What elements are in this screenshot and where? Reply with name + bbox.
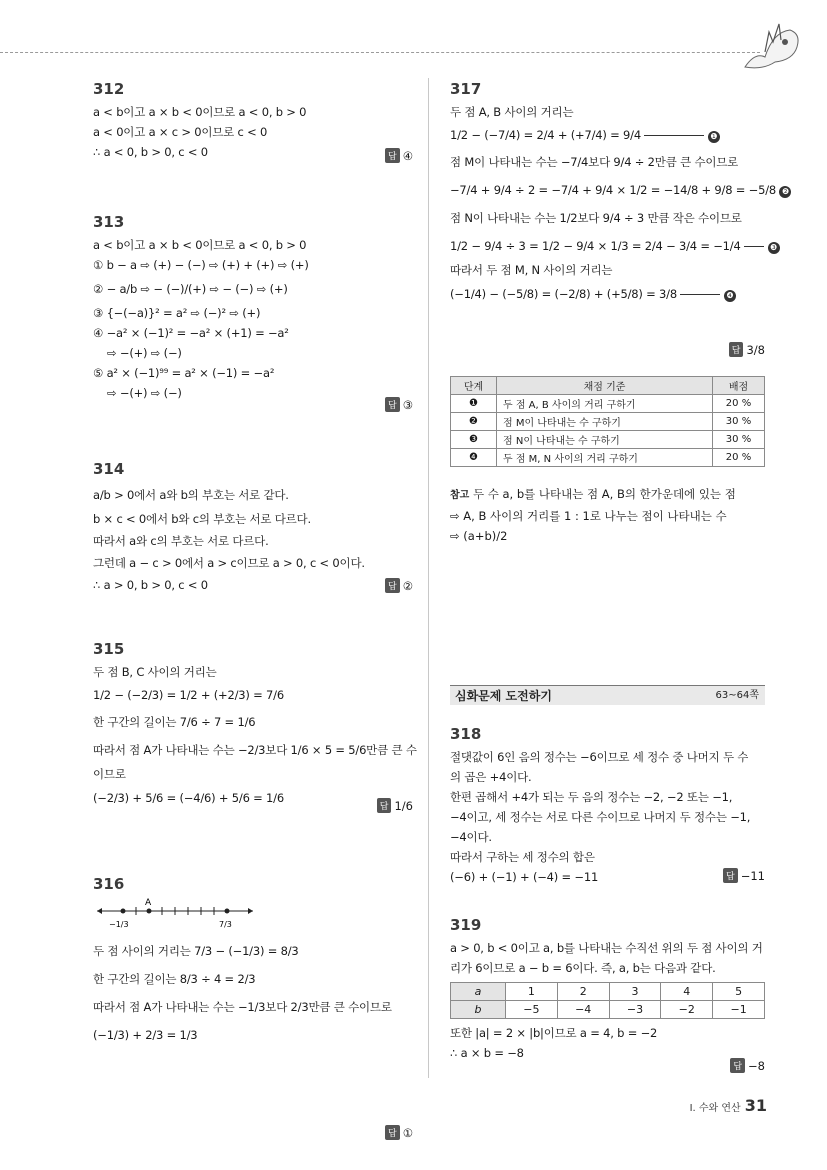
solution-line: a/b > 0에서 a와 b의 부호는 서로 같다. bbox=[93, 488, 289, 502]
problem-317 bbox=[450, 80, 789, 543]
mascot-illustration-icon bbox=[735, 12, 805, 74]
answer-tag: 답 bbox=[729, 342, 744, 357]
solution-line: (−1/3) + 2/3 = 1/3 bbox=[93, 1028, 198, 1042]
chapter-label: I. 수와 연산 bbox=[689, 1103, 741, 1114]
table-cell: ❹ bbox=[451, 449, 497, 467]
problem-316 bbox=[93, 875, 413, 1140]
solution-line bbox=[450, 176, 789, 204]
solution-line: (−6) + (−1) + (−4) = −11 bbox=[450, 870, 599, 884]
solution-line: ⇨ −(+) ⇨ (−) bbox=[107, 386, 182, 400]
solution-line: −4이고, 세 정수는 서로 다른 수이므로 나머지 두 정수는 −1, bbox=[450, 810, 751, 824]
solution-line: 그런데 a − c > 0에서 a > c이므로 a > 0, c < 0이다. bbox=[93, 556, 365, 570]
step-marker: ❸ bbox=[768, 242, 780, 254]
solution-text: −7/4 + 9/4 ÷ 2 = −7/4 + 9/4 × 1/2 = −14/8 + 9/8 = −5/8 bbox=[450, 183, 777, 197]
answer-312 bbox=[385, 148, 413, 163]
note-block bbox=[450, 484, 765, 546]
table-cell: 점 M이 나타내는 수 구하기 bbox=[497, 413, 713, 431]
table-cell: −1 bbox=[713, 1001, 765, 1019]
solution-line: 한 구간의 길이는 7/6 ÷ 7 = 1/6 bbox=[93, 715, 256, 729]
table-header: 채점 기준 bbox=[497, 377, 713, 395]
solution-line: b × c < 0에서 b와 c의 부호는 서로 다르다. bbox=[93, 512, 311, 526]
section-header bbox=[450, 685, 765, 705]
step-marker: ❷ bbox=[779, 186, 791, 198]
table-row bbox=[451, 449, 765, 467]
solution-line: a < b이고 a × b < 0이므로 a < 0, b > 0 bbox=[93, 105, 307, 119]
table-cell: 30 % bbox=[713, 413, 765, 431]
solution-line: 점 N이 나타내는 수는 1/2보다 9/4 ÷ 3 만큼 작은 수이므로 bbox=[450, 211, 742, 225]
problem-number: 312 bbox=[93, 80, 125, 98]
answer-tag: 답 bbox=[723, 868, 738, 883]
table-cell: −3 bbox=[609, 1001, 661, 1019]
solution-line: 이므로 bbox=[93, 767, 126, 781]
solution-line: ⇨ −(+) ⇨ (−) bbox=[107, 346, 182, 360]
answer-value: 3/8 bbox=[746, 343, 765, 357]
problem-number: 314 bbox=[93, 460, 125, 478]
table-cell: 1 bbox=[506, 983, 558, 1001]
table-cell: 점 N이 나타내는 수 구하기 bbox=[497, 431, 713, 449]
problem-313 bbox=[93, 213, 413, 412]
step-marker: ❶ bbox=[708, 131, 720, 143]
left-endpoint-label: −1/3 bbox=[109, 920, 129, 929]
table-row bbox=[451, 395, 765, 413]
answer-314 bbox=[385, 578, 413, 593]
table-cell: −5 bbox=[506, 1001, 558, 1019]
answer-value: ④ bbox=[402, 149, 413, 163]
answer-318 bbox=[723, 868, 765, 883]
solution-line: 한편 곱해서 +4가 되는 두 음의 정수는 −2, −2 또는 −1, bbox=[450, 790, 733, 804]
note-label: 참고 bbox=[450, 490, 470, 501]
problem-number: 318 bbox=[450, 725, 482, 743]
problem-number: 316 bbox=[93, 875, 125, 893]
table-header: 배점 bbox=[713, 377, 765, 395]
section-title: 심화문제 도전하기 bbox=[455, 689, 552, 703]
top-dashed-rule bbox=[0, 52, 760, 53]
table-cell: 20 % bbox=[713, 395, 765, 413]
note-text: 두 수 a, b를 나타내는 점 A, B의 한가운데에 있는 점 bbox=[472, 487, 736, 501]
solution-line: ② − a/b ⇨ − (−)/(+) ⇨ − (−) ⇨ (+) bbox=[93, 282, 288, 296]
solution-line: 따라서 a와 c의 부호는 서로 다르다. bbox=[93, 534, 269, 548]
solution-line: 의 곱은 +4이다. bbox=[450, 770, 532, 784]
solution-line: a < b이고 a × b < 0이므로 a < 0, b > 0 bbox=[93, 238, 307, 252]
solution-line: a > 0, b < 0이고 a, b를 나타내는 수직선 위의 두 점 사이의 거 bbox=[450, 941, 763, 955]
table-cell: ❶ bbox=[451, 395, 497, 413]
solution-line: a < 0이고 a × c > 0이므로 c < 0 bbox=[93, 125, 268, 139]
solution-line: 따라서 두 점 M, N 사이의 거리는 bbox=[450, 263, 613, 277]
page-footer bbox=[690, 1096, 767, 1115]
step-marker: ❹ bbox=[724, 290, 736, 302]
solution-line: ④ −a² × (−1)² = −a² × (+1) = −a² bbox=[93, 326, 289, 340]
answer-tag: 답 bbox=[385, 397, 400, 412]
answer-value: −11 bbox=[740, 869, 765, 883]
solution-line: ① b − a ⇨ (+) − (−) ⇨ (+) + (+) ⇨ (+) bbox=[93, 258, 309, 272]
section-pages: 63~64쪽 bbox=[715, 690, 759, 701]
note-line bbox=[450, 484, 765, 506]
solution-line: 1/2 − (−2/3) = 1/2 + (+2/3) = 7/6 bbox=[93, 688, 284, 702]
table-cell: −4 bbox=[557, 1001, 609, 1019]
answer-tag: 답 bbox=[385, 148, 400, 163]
table-cell: 20 % bbox=[713, 449, 765, 467]
answer-value: ③ bbox=[402, 398, 413, 412]
table-cell: b bbox=[451, 1001, 506, 1019]
note-line: ⇨ (a+b)/2 bbox=[450, 529, 508, 543]
scoring-table bbox=[450, 376, 765, 467]
table-cell: ❷ bbox=[451, 413, 497, 431]
table-row bbox=[451, 1001, 765, 1019]
solution-line bbox=[450, 280, 765, 308]
page-number: 31 bbox=[744, 1096, 767, 1115]
problem-312 bbox=[93, 80, 413, 162]
solution-line: 따라서 점 A가 나타내는 수는 −2/3보다 1/6 × 5 = 5/6만큼 큰 수 bbox=[93, 743, 417, 757]
solution-line: 절댓값이 6인 음의 정수는 −6이므로 세 정수 중 나머지 두 수 bbox=[450, 750, 749, 764]
column-divider bbox=[428, 78, 429, 1078]
problem-number: 319 bbox=[450, 916, 482, 934]
answer-value: ① bbox=[402, 1126, 413, 1140]
solution-line: ∴ a > 0, b > 0, c < 0 bbox=[93, 578, 208, 592]
problem-314 bbox=[93, 460, 413, 596]
problem-number: 317 bbox=[450, 80, 482, 98]
solution-line: ∴ a < 0, b > 0, c < 0 bbox=[93, 145, 208, 159]
table-row bbox=[451, 413, 765, 431]
table-cell: ❸ bbox=[451, 431, 497, 449]
answer-value: ② bbox=[402, 579, 413, 593]
solution-text: (−1/4) − (−5/8) = (−2/8) + (+5/8) = 3/8 bbox=[450, 287, 677, 301]
solution-line: ∴ a × b = −8 bbox=[450, 1046, 524, 1060]
table-cell: 5 bbox=[713, 983, 765, 1001]
table-cell: a bbox=[451, 983, 506, 1001]
right-endpoint-label: 7/3 bbox=[219, 920, 232, 929]
problem-318 bbox=[450, 725, 765, 887]
solution-line: 따라서 구하는 세 정수의 합은 bbox=[450, 850, 595, 864]
problem-315 bbox=[93, 640, 417, 813]
solution-text: 1/2 − (−7/4) = 2/4 + (+7/4) = 9/4 bbox=[450, 128, 641, 142]
table-cell: 3 bbox=[609, 983, 661, 1001]
problem-319 bbox=[450, 916, 765, 1073]
solution-line: 한 구간의 길이는 8/3 ÷ 4 = 2/3 bbox=[93, 972, 256, 986]
table-row bbox=[451, 431, 765, 449]
answer-315 bbox=[377, 798, 413, 813]
solution-line: 두 점 A, B 사이의 거리는 bbox=[450, 105, 574, 119]
point-a-label: A bbox=[145, 898, 152, 908]
answer-tag: 답 bbox=[377, 798, 392, 813]
solution-line: 따라서 점 A가 나타내는 수는 −1/3보다 2/3만큼 큰 수이므로 bbox=[93, 1000, 392, 1014]
solution-line: −4이다. bbox=[450, 830, 492, 844]
solution-line: (−2/3) + 5/6 = (−4/6) + 5/6 = 1/6 bbox=[93, 791, 284, 805]
solution-line bbox=[450, 122, 765, 148]
solution-line bbox=[450, 232, 778, 260]
solution-line: 또한 |a| = 2 × |b|이므로 a = 4, b = −2 bbox=[450, 1026, 658, 1040]
answer-tag: 답 bbox=[730, 1058, 745, 1073]
number-line-diagram bbox=[93, 897, 258, 937]
answer-tag: 답 bbox=[385, 1125, 400, 1140]
answer-316 bbox=[385, 1125, 413, 1140]
answer-319 bbox=[730, 1058, 765, 1073]
solution-line: 두 점 B, C 사이의 거리는 bbox=[93, 665, 217, 679]
note-line: ⇨ A, B 사이의 거리를 1 : 1로 나누는 점이 나타내는 수 bbox=[450, 509, 727, 523]
solution-line: ③ {−(−a)}² = a² ⇨ (−)² ⇨ (+) bbox=[93, 306, 261, 320]
solution-line: ⑤ a² × (−1)⁹⁹ = a² × (−1) = −a² bbox=[93, 366, 275, 380]
table-cell: 두 점 M, N 사이의 거리 구하기 bbox=[497, 449, 713, 467]
values-table bbox=[450, 982, 765, 1019]
table-cell: 30 % bbox=[713, 431, 765, 449]
answer-313 bbox=[385, 397, 413, 412]
answer-317 bbox=[729, 342, 765, 357]
table-cell: 두 점 A, B 사이의 거리 구하기 bbox=[497, 395, 713, 413]
table-header: 단계 bbox=[451, 377, 497, 395]
answer-value: 1/6 bbox=[394, 799, 413, 813]
solution-text: 1/2 − 9/4 ÷ 3 = 1/2 − 9/4 × 1/3 = 2/4 − 3/4 = −1/4 bbox=[450, 239, 741, 253]
table-cell: 2 bbox=[557, 983, 609, 1001]
solution-line: 두 점 사이의 거리는 7/3 − (−1/3) = 8/3 bbox=[93, 944, 299, 958]
solution-line: 점 M이 나타내는 수는 −7/4보다 9/4 ÷ 2만큼 큰 수이므로 bbox=[450, 155, 739, 169]
problem-number: 315 bbox=[93, 640, 125, 658]
table-cell: −2 bbox=[661, 1001, 713, 1019]
table-row bbox=[451, 983, 765, 1001]
problem-number: 313 bbox=[93, 213, 125, 231]
answer-value: −8 bbox=[748, 1059, 765, 1073]
table-cell: 4 bbox=[661, 983, 713, 1001]
solution-line: 리가 6이므로 a − b = 6이다. 즉, a, b는 다음과 같다. bbox=[450, 961, 716, 975]
answer-tag: 답 bbox=[385, 578, 400, 593]
